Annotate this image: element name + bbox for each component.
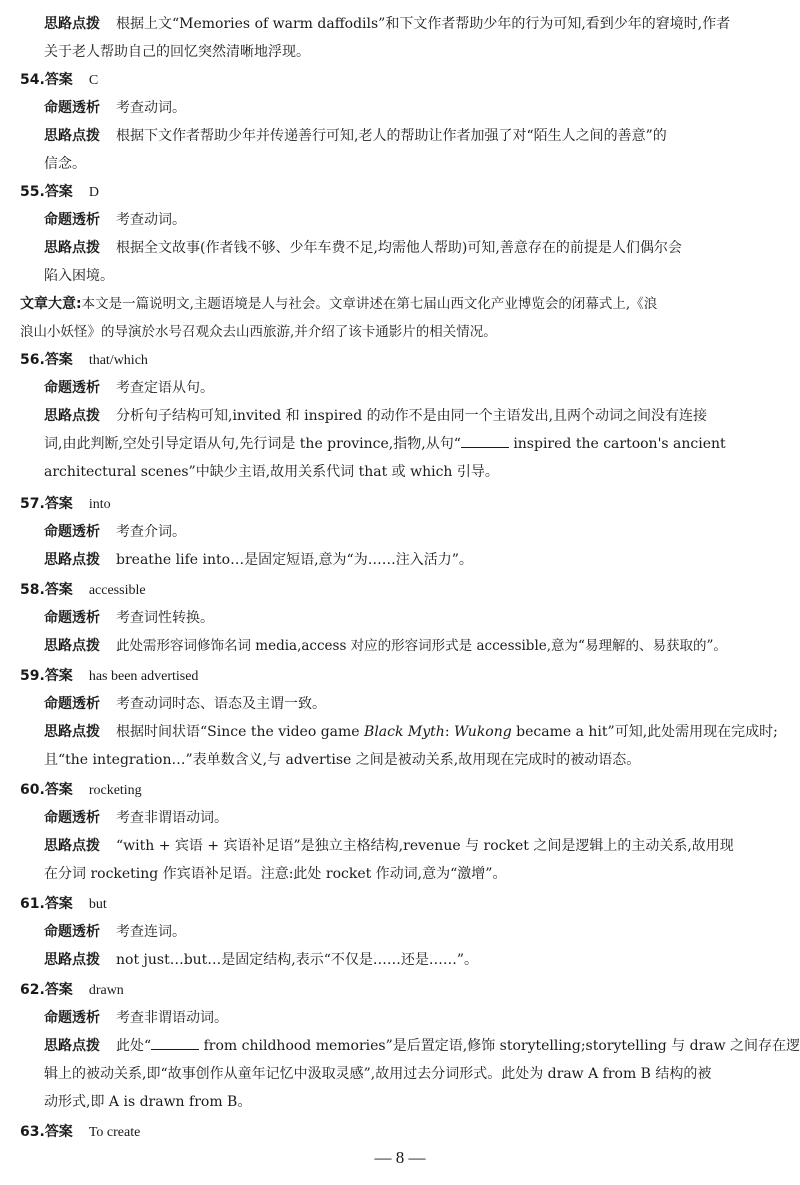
analysis-label: 命题透析 (44, 100, 100, 116)
question-number: 55. (20, 184, 45, 200)
q55-answer-line (0, 180, 800, 204)
question-number: 59. (20, 668, 45, 684)
analysis-label: 命题透析 (44, 1010, 100, 1026)
answer-value: has been advertised (88, 669, 199, 684)
q57-approach-line-1 (0, 548, 800, 572)
q58-answer-line (0, 578, 800, 602)
answer-value: but (88, 897, 107, 912)
answer-value: C (88, 73, 99, 88)
summary-line-1 (0, 292, 800, 316)
q62-approach-line-2 (0, 1062, 800, 1086)
q61-analysis-line (0, 920, 800, 944)
approach-text: from childhood memories”是后置定语,修饰 storytelling;storytelling 与 draw 之间存在逻 (199, 1038, 800, 1054)
answer-label: 答案 (44, 896, 73, 912)
analysis-text: 考查非谓语动词。 (116, 1010, 228, 1026)
answer-value: rocketing (88, 783, 142, 798)
q60-approach-line-2 (0, 862, 800, 886)
analysis-label: 命题透析 (44, 380, 100, 396)
approach-text: architectural scenes”中缺少主语,故用关系代词 that 或 which 引导。 (44, 464, 499, 480)
approach-label: 思路点拨 (44, 552, 100, 568)
approach-text: 且“the integration…”表单数含义,与 advertise 之间是被动关系,故用现在完成时的被动语态。 (44, 752, 641, 768)
answer-label: 答案 (44, 668, 73, 684)
question-number: 62. (20, 982, 45, 998)
analysis-text: 考查定语从句。 (116, 380, 214, 396)
approach-text: not just…but…是固定结构,表示“不仅是……还是……”。 (116, 952, 479, 968)
q59-analysis-line (0, 692, 800, 716)
approach-text: “with + 宾语 + 宾语补足语”是独立主格结构,revenue 与 rocket 之间是逻辑上的主动关系,故用现 (116, 838, 734, 854)
game-title-text: Wukong (453, 724, 512, 740)
approach-text: 根据上文“Memories of warm daffodils”和下文作者帮助少年的行为可知,看到少年的窘境时,作者 (116, 16, 731, 32)
approach-text: : (444, 724, 454, 740)
q62-approach-line-1 (0, 1034, 800, 1058)
approach-label: 思路点拨 (44, 952, 100, 968)
approach-label: 思路点拨 (44, 16, 100, 32)
q56-answer-line (0, 348, 800, 372)
approach-text: 根据时间状语“Since the video game (116, 724, 365, 740)
question-number: 58. (20, 582, 45, 598)
analysis-text: 考查非谓语动词。 (116, 810, 228, 826)
q60-analysis-line (0, 806, 800, 830)
approach-text: became a hit”可知,此处需用现在完成时; (511, 724, 778, 740)
answer-label: 答案 (44, 982, 73, 998)
q60-answer-line (0, 778, 800, 802)
q56-approach-line-1 (0, 404, 800, 428)
question-number: 61. (20, 896, 45, 912)
q54-approach-line-2 (0, 152, 800, 176)
q54-analysis-line (0, 96, 800, 120)
question-number: 56. (20, 352, 45, 368)
analysis-label: 命题透析 (44, 810, 100, 826)
analysis-text: 考查连词。 (116, 924, 186, 940)
q55-approach-line-1 (0, 236, 800, 260)
analysis-text: 考查介词。 (116, 524, 186, 540)
approach-text: 陷入困境。 (44, 268, 114, 284)
answer-value: drawn (88, 983, 124, 998)
q55-approach-line-2 (0, 264, 800, 288)
q57-answer-line (0, 492, 800, 516)
q59-answer-line (0, 664, 800, 688)
top-approach-line-1 (0, 12, 800, 36)
approach-label: 思路点拨 (44, 838, 100, 854)
q61-approach-line-1 (0, 948, 800, 972)
answer-value: into (88, 497, 111, 512)
approach-text: 在分词 rocketing 作宾语补足语。注意:此处 rocket 作动词,意为“激增”。 (44, 866, 507, 882)
answer-label: 答案 (44, 782, 73, 798)
q56-analysis-line (0, 376, 800, 400)
approach-label: 思路点拨 (44, 638, 100, 654)
answer-label: 答案 (44, 72, 73, 88)
analysis-label: 命题透析 (44, 696, 100, 712)
answer-label: 答案 (44, 496, 73, 512)
q63-answer-line (0, 1120, 800, 1144)
q60-approach-line-1 (0, 834, 800, 858)
q57-analysis-line (0, 520, 800, 544)
summary-label: 文章大意: (20, 296, 82, 312)
q54-answer-line (0, 68, 800, 92)
answer-label: 答案 (44, 352, 73, 368)
approach-label: 思路点拨 (44, 128, 100, 144)
analysis-text: 考查动词。 (116, 100, 186, 116)
q54-approach-line-1 (0, 124, 800, 148)
approach-text: 此处“ (116, 1038, 152, 1054)
q62-answer-line (0, 978, 800, 1002)
answer-value: accessible (88, 583, 146, 598)
question-number: 57. (20, 496, 45, 512)
q56-approach-line-2 (0, 432, 800, 456)
question-number: 63. (20, 1124, 45, 1140)
approach-text: 辑上的被动关系,即“故事创作从童年记忆中汲取灵感”,故用过去分词形式。此处为 draw A from B 结构的被 (44, 1066, 712, 1082)
summary-line-2 (0, 320, 800, 344)
analysis-label: 命题透析 (44, 212, 100, 228)
answer-value: that/which (88, 353, 148, 368)
q56-approach-line-3 (0, 460, 800, 484)
approach-text: 关于老人帮助自己的回忆突然清晰地浮现。 (44, 44, 310, 60)
approach-text: 根据全文故事(作者钱不够、少年车费不足,均需他人帮助)可知,善意存在的前提是人们偶尔会 (116, 240, 682, 256)
approach-text: 分析句子结构可知,invited 和 inspired 的动作不是由同一个主语发出,且两个动词之间没有连接 (116, 408, 708, 424)
analysis-text: 考查动词。 (116, 212, 186, 228)
q59-approach-line-2 (0, 748, 800, 772)
answer-label: 答案 (44, 184, 73, 200)
answer-value: To create (88, 1125, 141, 1140)
game-title-text: Black Myth (364, 724, 445, 740)
approach-text: 根据下文作者帮助少年并传递善行可知,老人的帮助让作者加强了对“陌生人之间的善意”的 (116, 128, 667, 144)
approach-label: 思路点拨 (44, 408, 100, 424)
analysis-label: 命题透析 (44, 924, 100, 940)
q58-analysis-line (0, 606, 800, 630)
approach-label: 思路点拨 (44, 1038, 100, 1054)
q58-approach-line-1 (0, 634, 800, 658)
approach-text: breathe life into…是固定短语,意为“为……注入活力”。 (116, 552, 473, 568)
approach-label: 思路点拨 (44, 724, 100, 740)
answer-blank (461, 435, 509, 448)
approach-text: inspired the cartoon's ancient (513, 436, 726, 452)
approach-text: 信念。 (44, 156, 86, 172)
q62-analysis-line (0, 1006, 800, 1030)
q55-analysis-line (0, 208, 800, 232)
answer-label: 答案 (44, 1124, 73, 1140)
question-number: 54. (20, 72, 45, 88)
q61-answer-line (0, 892, 800, 916)
answer-label: 答案 (44, 582, 73, 598)
question-number: 60. (20, 782, 45, 798)
q59-approach-line-1 (0, 720, 800, 744)
analysis-text: 考查词性转换。 (116, 610, 214, 626)
q62-approach-line-3 (0, 1090, 800, 1114)
approach-text: 此处需形容词修饰名词 media,access 对应的形容词形式是 accessible,意为“易理解的、易获取的”。 (116, 638, 727, 654)
analysis-label: 命题透析 (44, 610, 100, 626)
top-approach-line-2 (0, 40, 800, 64)
summary-text: 浪山小妖怪》的导演於水号召观众去山西旅游,并介绍了该卡通影片的相关情况。 (20, 324, 497, 340)
approach-label: 思路点拨 (44, 240, 100, 256)
approach-text: 词,由此判断,空处引导定语从句,先行词是 the province,指物,从句“ (44, 436, 461, 452)
analysis-text: 考查动词时态、语态及主谓一致。 (116, 696, 326, 712)
summary-text: 本文是一篇说明文,主题语境是人与社会。文章讲述在第七届山西文化产业博览会的闭幕式上,《浪 (81, 296, 658, 312)
page-number: — 8 — (374, 1148, 426, 1167)
answer-value: D (88, 185, 99, 200)
approach-text: 动形式,即 A is drawn from B。 (44, 1094, 252, 1110)
analysis-label: 命题透析 (44, 524, 100, 540)
answer-blank (151, 1037, 199, 1050)
